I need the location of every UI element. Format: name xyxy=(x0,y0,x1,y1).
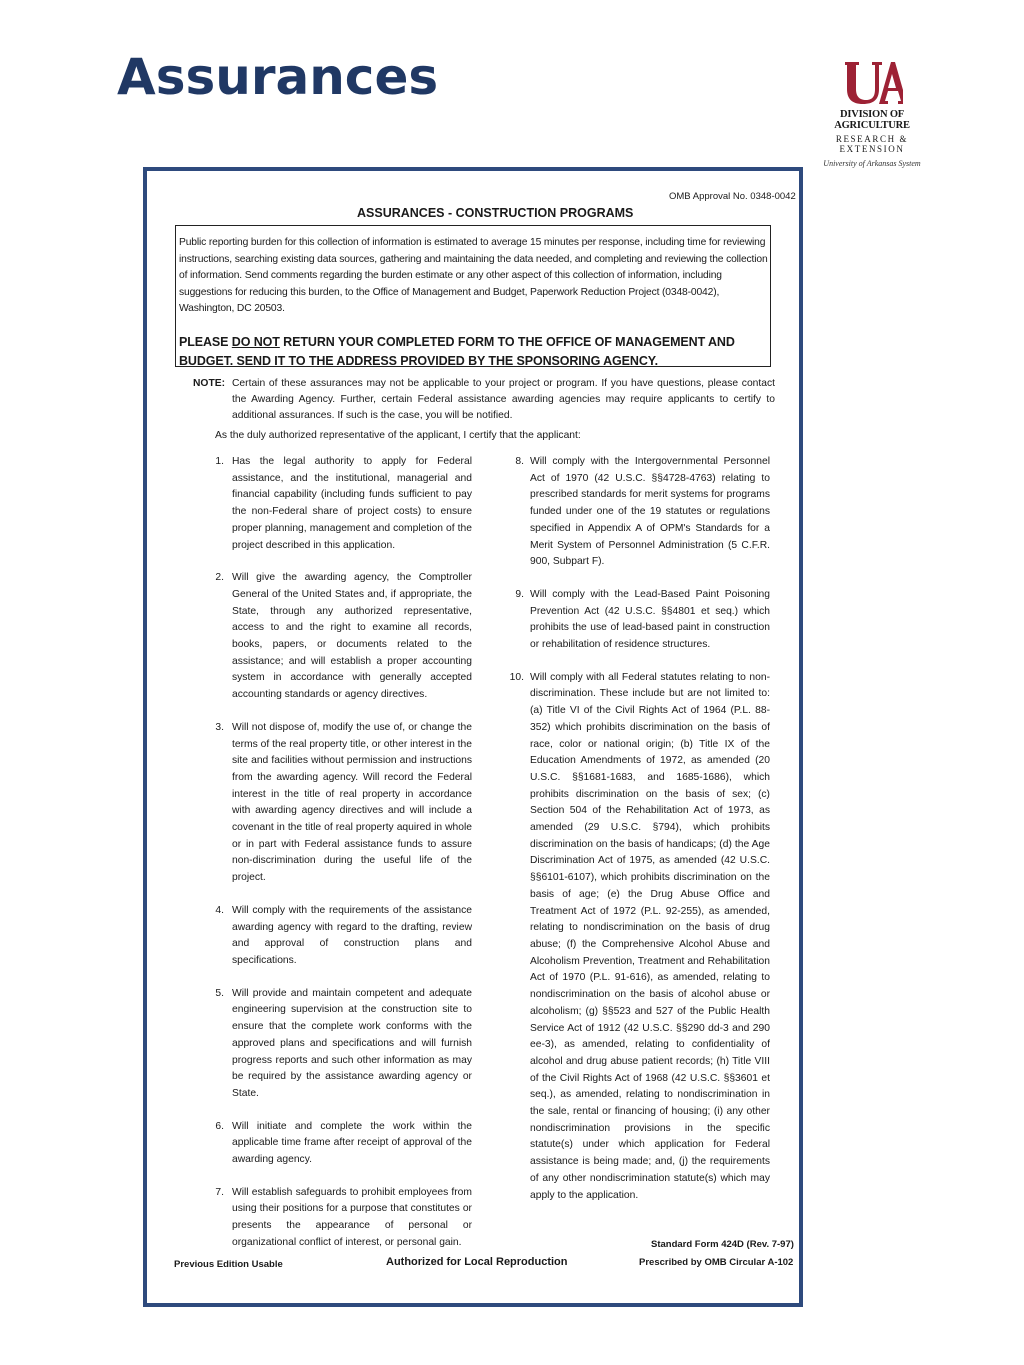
omb-approval-number: OMB Approval No. 0348-0042 xyxy=(669,191,796,202)
note-label: NOTE: xyxy=(193,378,226,389)
slide-title: Assurances xyxy=(117,48,439,106)
footer-prescribed: Prescribed by OMB Circular A-102 xyxy=(639,1257,794,1268)
assurance-item: 10. Will comply with all Federal statutes relating to non-discrimination. These include but are not limited to: (a) Title VI of the Civil Rights Act of 1964 (P.L. 88-352) which prohibits discrimination on the basis of race, color or national origin; (b) Title IX of the Education Amendments of 1972, as amended (20 U.S.C. §§1681-1683, and 1685-1686), which prohibits discrimination on the basis of sex; (c) Section 504 of the Rehabilitation Act of 1973, as amended (29 U.S.C. §794), which prohibits discrimination on the basis of handicaps; (d) the Age Discrimination Act of 1975, as amended (42 U.S.C. §§6101-6107), which prohibits discrimination on the basis of age; (e) the Drug Abuse Office and Treatment Act of 1972 (P.L. 92-255), as amended, relating to nondiscrimination on the basis of drug abuse; (f) the Comprehensive Alcohol Abuse and Alcoholism Prevention, Treatment and Rehabilitation Act of 1970 (P.L. 91-616), as amended, relating to nondiscrimination on the basis of alcohol abuse or alcoholism; (g) §§523 and 527 of the Public Health Service Act of 1912 (42 U.S.C. §§290 dd-3 and 290 ee-3), as amended, relating to confidentiality of alcohol and drug abuse patient records; (h) Title VIII of the Civil Rights Act of 1968 (42 U.S.C. §§3601 et seq.), as amended, relating to nondiscrimination in the sale, rental or financing of housing; (i) any other nondiscrimination provisions in the specific statute(s) under which application for Federal assistance is being made; and, (j) the requirements of any other nondiscrimination statute(s) which may apply to the application. xyxy=(509,671,770,1201)
logo-research-text: RESEARCH & EXTENSION xyxy=(835,134,909,154)
footer-previous-edition: Previous Edition Usable xyxy=(174,1259,283,1270)
footer-standard-form: Standard Form 424D (Rev. 7-97) xyxy=(651,1239,794,1250)
logo-division-text: DIVISION OF AGRICULTURE xyxy=(834,109,910,131)
assurance-item: 6. Will initiate and complete the work within the applicable time frame after receipt of approval of the awarding agency. xyxy=(215,1120,472,1166)
assurance-item: 5. Will provide and maintain competent and adequate engineering supervision at the construction site to ensure that the complete work conforms with the approved plans and specifications and will furnish progress reports and such other information as may be required by the assistance awarding agency or State. xyxy=(215,987,472,1099)
assurances-left-column xyxy=(202,454,502,1252)
note-section xyxy=(193,376,775,424)
return-instruction: PLEASE DO NOT RETURN YOUR COMPLETED FORM TO THE OFFICE OF MANAGEMENT AND BUDGET. SEND IT TO THE ADDRESS PROVIDED BY THE SPONSORING AGENCY. xyxy=(179,334,735,368)
certification-statement: As the duly authorized representative of the applicant, I certify that the applicant: xyxy=(215,430,581,441)
form-heading: ASSURANCES - CONSTRUCTION PROGRAMS xyxy=(357,206,634,220)
university-logo xyxy=(808,60,936,168)
assurance-item: 1. Has the legal authority to apply for Federal assistance, and the institutional, managerial and financial capability (including funds sufficient to pay the non-Federal share of project costs) to ensure proper planning, management and completion of the project described in this application. xyxy=(215,456,472,551)
form-document xyxy=(143,167,803,1307)
burden-text: Public reporting burden for this collection of information is estimated to average 15 minutes per response, including time for reviewing instructions, searching existing data sources, gathering and maintaining the data needed, and completing and reviewing the collection of information. Send comments regarding the burden estimate or any other aspect of this collection of information, including suggestions for reducing this burden, to the Office of Management and Budget, Paperwork Reduction Project (0348-0042), Washington, DC 20503. xyxy=(179,237,768,314)
ua-logo-icon xyxy=(841,60,903,106)
assurance-item: 2. Will give the awarding agency, the Comptroller General of the United States and, if appropriate, the State, through any authorized representative, access to and the right to examine all records, books, papers, or documents related to the assistance; and will establish a proper accounting system in accordance with generally accepted accounting standards or agency directives. xyxy=(215,572,472,701)
logo-system-text: University of Arkansas System xyxy=(823,159,921,168)
assurance-item: 7. Will establish safeguards to prohibit employees from using their positions for a purpose that constitutes or presents the appearance of personal or organizational conflict of interest, or personal gain. xyxy=(215,1186,472,1248)
assurance-item: 9. Will comply with the Lead-Based Paint Poisoning Prevention Act (42 U.S.C. §§4801 et seq.) which prohibits the use of lead-based paint in construction or rehabilitation of residence structures. xyxy=(515,588,770,651)
assurance-item: 8. Will comply with the Intergovernmental Personnel Act of 1970 (42 U.S.C. §§4728-4763) relating to prescribed standards for merit systems for programs funded under one of the 19 statutes or regulations specified in Appendix A of OPM's Standards for a Merit System of Personnel Administration (5 C.F.R. 900, Subpart F). xyxy=(515,456,770,568)
assurances-right-column xyxy=(503,454,803,1204)
do-not-emphasis: DO NOT xyxy=(231,334,280,349)
note-text: Certain of these assurances may not be applicable to your project or program. If you have questions, please contact the Awarding Agency. Further, certain Federal assistance awarding agencies may require applicants to certify to additional assurances. If such is the case, you will be notified. xyxy=(232,378,775,421)
assurance-item: 4. Will comply with the requirements of the assistance awarding agency with regard to the drafting, review and approval of construction plans and specifications. xyxy=(215,904,472,966)
footer-authorized: Authorized for Local Reproduction xyxy=(386,1256,568,1268)
assurance-item: 3. Will not dispose of, modify the use of, or change the terms of the real property title, or other interest in the site and facilities without permission and instructions from the awarding agency. Will record the Federal interest in the title of real property in accordance with awarding agency directives and will include a covenant in the title of real property aquired in whole or in part with Federal assistance funds to assure non-discrimination during the useful life of the project. xyxy=(215,721,472,884)
burden-statement-box xyxy=(175,225,771,367)
